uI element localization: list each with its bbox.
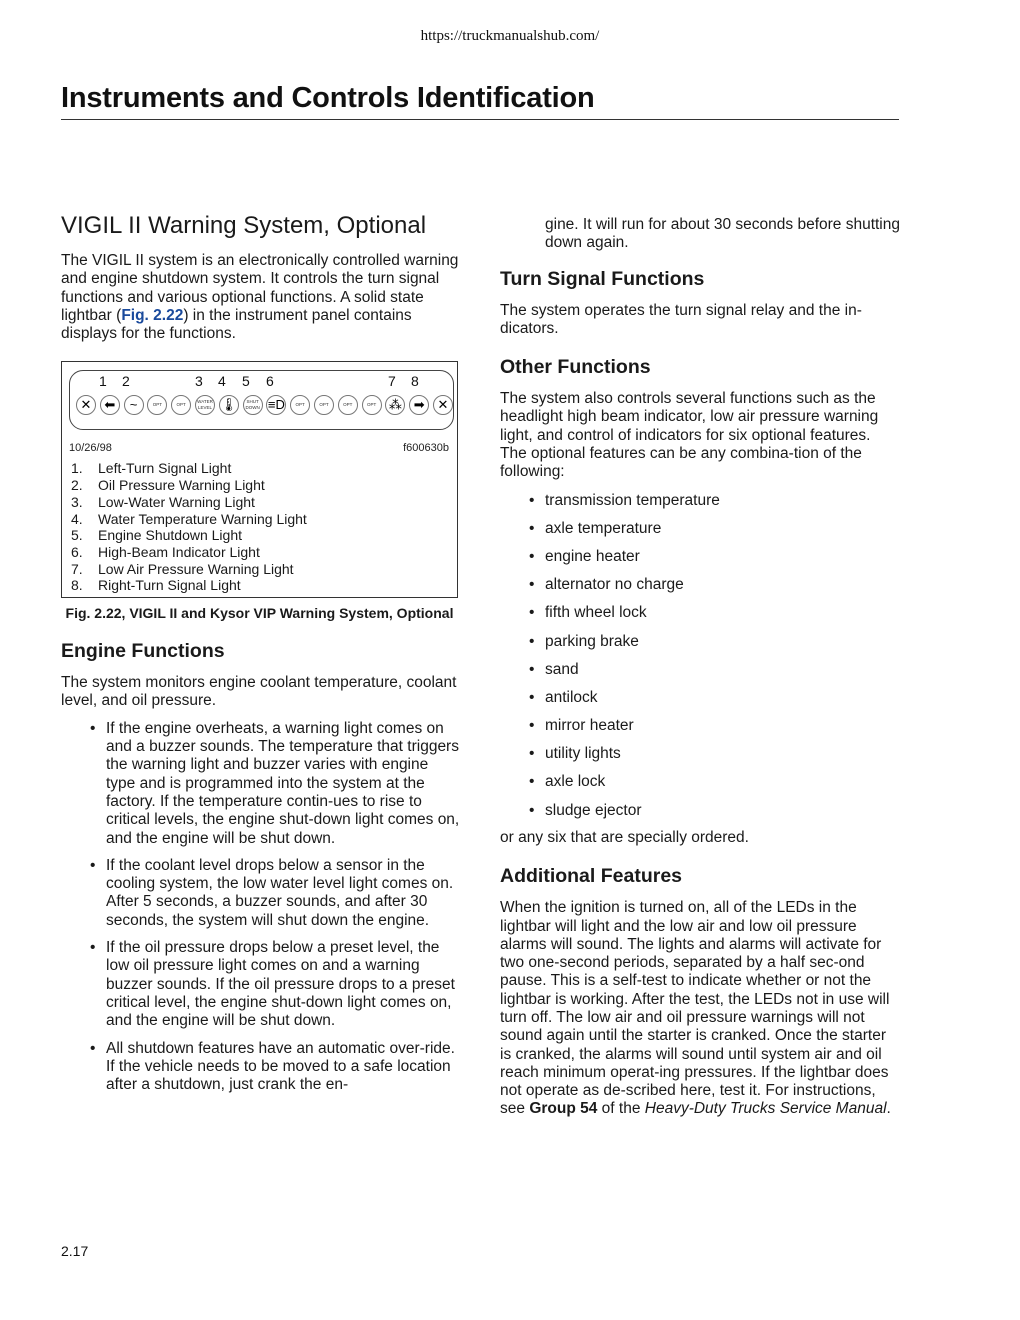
option-item: • axle temperature	[529, 520, 900, 538]
legend-label: Oil Pressure Warning Light	[98, 477, 265, 494]
figure-link[interactable]: Fig. 2.22	[121, 306, 184, 324]
lightbar-number: 2	[122, 373, 130, 390]
figure-caption: Fig. 2.22, VIGIL II and Kysor VIP Warning System, Optional	[65, 605, 454, 622]
header-divider	[61, 119, 899, 120]
option-item: • transmission temperature	[529, 492, 900, 510]
legend-item	[71, 477, 307, 494]
option-item: • utility lights	[529, 745, 900, 763]
legend-label: Left-Turn Signal Light	[98, 460, 232, 477]
legend-label: Right-Turn Signal Light	[98, 577, 241, 594]
lightbar-number: 6	[266, 373, 274, 390]
legend-number: 8.	[71, 577, 83, 594]
legend-number: 1.	[71, 460, 83, 477]
figure-legend-list	[71, 460, 307, 594]
lightbar-number: 5	[242, 373, 250, 390]
other-functions-body: The system also controls several functions such as the headlight high beam indicator, low air pressure warning light, and control of indicators for six optional features. The optional features can be any combina-tion of the following:	[500, 390, 879, 481]
figure-code: f600630b	[403, 442, 449, 455]
legend-number: 2.	[71, 477, 83, 494]
legend-number: 4.	[71, 510, 83, 527]
source-url[interactable]: https://truckmanualshub.com/	[420, 28, 600, 44]
additional-text: When the ignition is turned on, all of the LEDs in the lightbar will light and the low air and low oil pressure alarms will sound. The lights and alarms will activate for two one-second periods, separated by a half sec-ond pause. This is a self-test to indicate whether or not the lightbar is working. After the test, the LEDs not in use will turn off. The low air and oil pressure warnings will not sound again until the starter is cranked. Once the starter is cranked, the alarms will sound until system air and oil reach minimum operat-ing pressures. If the lightbar does not operate as de-scribed here, test it. For instructions, see	[500, 899, 890, 1118]
turn-signal-heading: Turn Signal Functions	[500, 267, 705, 290]
thermometer-icon: 🌡	[219, 395, 239, 415]
option-item: • axle lock	[529, 773, 900, 791]
page-number: 2.17	[61, 1243, 89, 1259]
figure-meta	[69, 442, 449, 456]
turn-signal-body: The system operates the turn signal relay and the in-dicators.	[500, 301, 862, 337]
legend-item	[71, 561, 307, 578]
engine-bullet-item: • If the engine overheats, a warning light comes on and a buzzer sounds. The temperature that triggers the warning light and buzzer varies with engine type and is programmed into the system at the factory. If the temperature contin-ues to rise to critical levels, the engine shut-down light comes on, and the engine will be shut down.	[90, 720, 461, 848]
option-item: • fifth wheel lock	[529, 604, 900, 622]
option-item: • engine heater	[529, 548, 900, 566]
engine-continuation: gine. It will run for about 30 seconds before shutting down again.	[545, 216, 900, 252]
engine-bullet-item: • If the coolant level drops below a sensor in the cooling system, the low water level light comes on. After 5 seconds, a buzzer sounds, and after 30 seconds, the system will shut down the engine.	[90, 857, 461, 930]
section-title: VIGIL II Warning System, Optional	[61, 212, 427, 239]
lightbar-numbers	[70, 373, 453, 391]
water-level-icon: WATER LEVEL	[195, 395, 215, 415]
right-column	[500, 216, 900, 1119]
engine-bullet-item: • If the oil pressure drops below a preset level, the low oil pressure light comes on and a warning buzzer sounds. If the oil pressure drops to a preset critical level, the engine shut-down light comes on, and the engine will be shut down.	[90, 939, 461, 1030]
options-list	[500, 492, 900, 820]
x-icon: ✕	[76, 395, 96, 415]
legend-label: Low Air Pressure Warning Light	[98, 560, 294, 577]
intro-text-end: ) in the instrument panel contains displays for the functions.	[61, 306, 412, 343]
additional-features-body	[500, 899, 900, 1119]
legend-label: Water Temperature Warning Light	[98, 510, 307, 527]
option-item: • mirror heater	[529, 717, 900, 735]
opt-icon: OPT	[338, 395, 358, 415]
left-column	[61, 212, 461, 1094]
option-item: • antilock	[529, 689, 900, 707]
legend-item	[71, 494, 307, 511]
legend-item	[71, 577, 307, 594]
right-arrow-icon: ➡	[409, 395, 429, 415]
intro-paragraph	[61, 252, 461, 343]
group-reference: Group 54	[529, 1100, 598, 1118]
shutdown-icon: SHUT DOWN	[243, 395, 263, 415]
opt-icon: OPT	[362, 395, 382, 415]
lightbar-icons	[70, 395, 453, 421]
lightbar-number: 4	[218, 373, 226, 390]
option-item: • alternator no charge	[529, 576, 900, 594]
figure-date: 10/26/98	[69, 442, 112, 455]
opt-icon: OPT	[314, 395, 334, 415]
options-closing: or any six that are specially ordered.	[500, 828, 749, 846]
legend-number: 6.	[71, 544, 83, 560]
additional-text-mid: of the	[597, 1100, 645, 1118]
legend-number: 5.	[71, 527, 83, 544]
legend-number: 3.	[71, 493, 83, 510]
lightbar-number: 1	[99, 373, 107, 390]
lightbar-number: 7	[388, 373, 396, 390]
other-functions-heading: Other Functions	[500, 356, 651, 379]
option-item: • sludge ejector	[529, 802, 900, 820]
legend-item	[71, 544, 307, 561]
engine-intro: The system monitors engine coolant temperature, coolant level, and oil pressure.	[61, 674, 457, 710]
manual-reference: Heavy-Duty Trucks Service Manual	[644, 1100, 887, 1118]
engine-bullet-list	[61, 720, 461, 1095]
air-pressure-icon: ⁂	[385, 395, 405, 415]
high-beam-icon: ≡D	[266, 395, 286, 415]
lightbar-diagram	[69, 370, 454, 430]
x-icon: ✕	[433, 395, 453, 415]
figure-box	[61, 361, 458, 598]
engine-bullet-item: • All shutdown features have an automatic over-ride. If the vehicle needs to be moved to a safe location after a shutdown, just crank the en-	[90, 1040, 461, 1095]
legend-label: High-Beam Indicator Light	[98, 544, 260, 560]
option-item: • sand	[529, 661, 900, 679]
legend-label: Engine Shutdown Light	[98, 527, 242, 544]
oil-can-icon: ~	[124, 395, 144, 415]
left-arrow-icon: ⬅	[100, 395, 120, 415]
intro-text: The VIGIL II system is an electronically controlled warning and engine shutdown system. It controls the turn signal functions and various optional functions. A solid state lightbar (	[61, 252, 459, 324]
option-item: • parking brake	[529, 633, 900, 651]
legend-item	[71, 460, 307, 477]
lightbar-number: 8	[411, 373, 419, 390]
additional-features-heading: Additional Features	[500, 865, 683, 888]
legend-label: Low-Water Warning Light	[98, 493, 255, 510]
engine-functions-heading: Engine Functions	[61, 640, 225, 663]
legend-item	[71, 527, 307, 544]
opt-icon: OPT	[290, 395, 310, 415]
legend-number: 7.	[71, 560, 83, 577]
page-title: Instruments and Controls Identification	[61, 82, 595, 114]
lightbar-number: 3	[195, 373, 203, 390]
opt-icon: OPT	[171, 395, 191, 415]
additional-text-end: .	[886, 1100, 891, 1118]
legend-item	[71, 511, 307, 528]
opt-icon: OPT	[147, 395, 167, 415]
